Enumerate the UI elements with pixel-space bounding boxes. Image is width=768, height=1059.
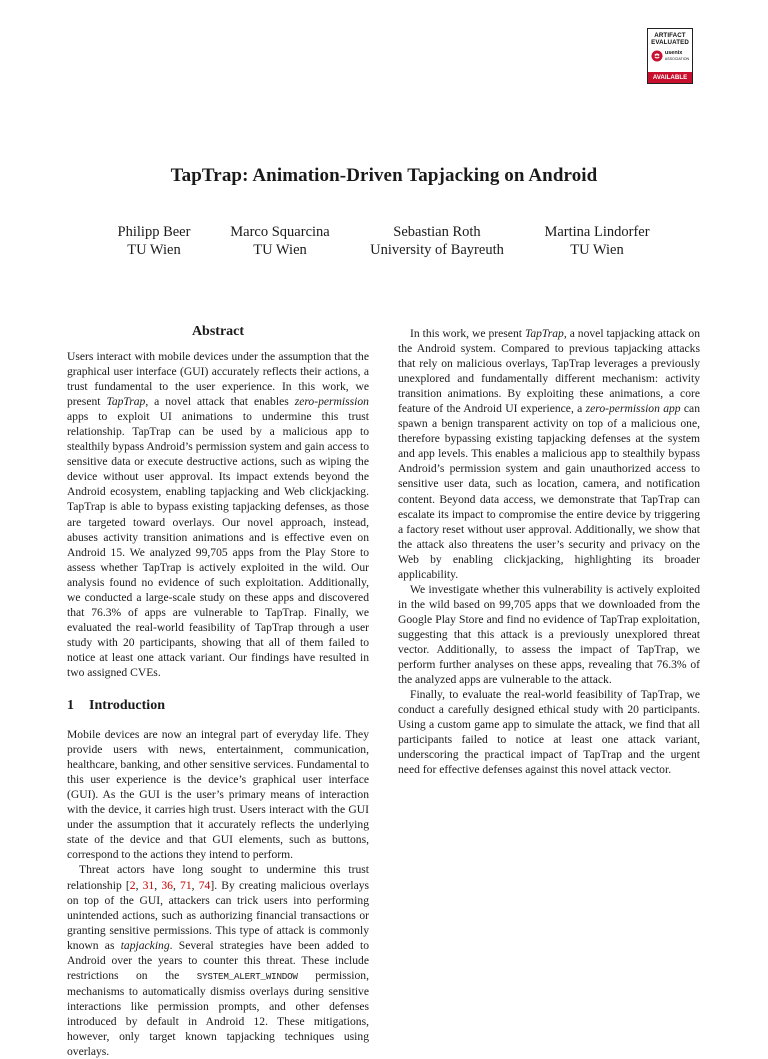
intro-paragraph-2: Threat actors have long sought to undermine this trust relationship [2, 31, 36, 71, 74]. By creating malicious overlays on top of the GUI, attackers can trick users into performing unintended actions, such as authorizing financial transactions or granting sensitive permissions. This type of attack is commonly known as tapjacking. Several strategies have been added to Android over the years to counter this threat. These include restrictions on the SYSTEM_ALERT_WINDOW permission, mechanisms to automatically dismiss overlays during sensitive interactions like permission prompts, and other defenses introduced by default in Android 12. These mitigations, however, only target known tapjacking techniques using overlays. — [67, 863, 370, 1059]
author-list — [0, 223, 768, 263]
section-heading-introduction — [67, 697, 369, 715]
usenix-logo-icon — [651, 50, 663, 62]
badge-line2: EVALUATED — [651, 39, 689, 46]
author-name: Martina Lindorfer — [544, 224, 650, 240]
paper-title: TapTrap: Animation-Driven Tapjacking on Android — [170, 165, 598, 186]
badge-org-sub: ASSOCIATION — [664, 57, 690, 61]
citation-link[interactable]: 31 — [142, 878, 155, 892]
author-2 — [230, 223, 329, 259]
section-number: 1 — [67, 698, 74, 714]
author-4 — [544, 223, 649, 259]
author-affiliation: University of Bayreuth — [370, 242, 504, 258]
abstract-paragraph: Users interact with mobile devices under the assumption that the graphical user interface (GUI) accurately reflects their actions, a trust fundamental to the user experience. In this work, we present TapTrap, a novel attack that enables zero-permission apps to exploit UI animations to undermine this trust relationship. TapTrap can be used by a malicious app to stealthily bypass Android’s permission system and gain access to sensitive data or execute destructive actions, such as wiping the device without user approval. Its impact extends beyond the Android ecosystem, enabling tapjacking and Web clickjacking. TapTrap is able to bypass existing tapjacking defenses, as those are targeted toward overlays. Our novel approach, instead, abuses activity transition animations and is effective even on Android 15. We analyzed 99,705 apps from the Play Store to assess whether TapTrap is actively exploited in the wild. Our analysis found no evidence of such exploitation. Additionally, we conducted a large-scale study on these apps and discovered that 76.3% of apps are vulnerable to TapTrap. Finally, we evaluated the real-world feasibility of TapTrap through a user study with 20 participants, showing that all of them failed to notice at least one attack variant. Our findings have resulted in two assigned CVEs. — [67, 350, 369, 679]
abstract-heading: Abstract — [191, 324, 245, 339]
author-affiliation: TU Wien — [253, 242, 307, 258]
badge-line1: ARTIFACT — [654, 32, 686, 39]
author-name: Marco Squarcina — [230, 224, 330, 240]
author-name: Sebastian Roth — [393, 224, 481, 240]
right-column — [398, 326, 700, 777]
citation-link[interactable]: 71 — [180, 878, 192, 892]
section-title: Introduction — [89, 698, 165, 714]
author-affiliation: TU Wien — [570, 242, 624, 258]
artifact-badge — [647, 28, 693, 84]
intro-paragraph-4: We investigate whether this vulnerability is actively exploited in the wild based on 99,705 apps that we downloaded from the Google Play Store and find no evidence of TapTrap exploitation, suggesting that this attack is a previously unexplored threat vector. Additionally, to assess the impact of TapTrap, we perform further analyses on these apps, revealing that 76.3% of the analyzed apps are vulnerable to the attack. — [398, 582, 700, 687]
left-column — [67, 323, 369, 1059]
citation-link[interactable]: 2 — [129, 878, 136, 892]
author-1 — [118, 223, 191, 259]
citation-link[interactable]: 74 — [198, 878, 211, 892]
intro-paragraph-5: Finally, to evaluate the real-world feasibility of TapTrap, we conduct a carefully designed ethical study with 20 participants. Using a custom game app to simulate the attack, we find that all participants failed to notice at least one attack variant, underscoring the practical impact of TapTrap and the urgent need for effective defenses against this novel attack vector. — [398, 688, 700, 777]
citation-link[interactable]: 36 — [161, 878, 173, 892]
badge-org — [648, 48, 692, 64]
badge-status: AVAILABLE — [648, 72, 692, 83]
badge-org-name: usenix — [664, 50, 683, 56]
badge-text — [648, 32, 692, 46]
intro-paragraph-3: In this work, we present TapTrap, a novel tapjacking attack on the Android system. Compared to previous tapjacking attacks that rely on malicious overlays, TapTrap leverages a previously unexplored and fundamentally different mechanism: activity transition animations. By exploiting these animations, a core feature of the Android UI experience, a zero-permission app can spawn a benign transparent activity on top of a malicious one, therefore bypassing existing tapjacking defenses at the system and app levels. This enables a malicious app to stealthily bypass Android’s permission system and gain unauthorized access to sensitive user data, such as location, camera, and notification content. Beyond data access, we demonstrate that TapTrap can escalate its impact to compromise the entire device by triggering a factory reset without user approval. Additionally, we show that the attack also threatens the user’s security and privacy on the Web by enabling clickjacking, highlighting its broader applicability. — [398, 327, 700, 581]
author-name: Philipp Beer — [117, 224, 191, 240]
author-3 — [370, 223, 504, 259]
code-permission: SYSTEM_ALERT_WINDOW — [196, 970, 298, 982]
author-affiliation: TU Wien — [127, 242, 181, 258]
intro-paragraph-1: Mobile devices are now an integral part of everyday life. They provide users with news, entertainment, communication, healthcare, banking, and other sensitive services. Fundamental to this user experience is the device’s graphical user interface (GUI). As the GUI is the user’s primary means of interaction with the device, it carries high trust. Users interact with the GUI under the assumption that it accurately reflects the underlying state of the device and that GUI elements, such as buttons, correspond to the actions they intend to perform. — [67, 728, 369, 862]
